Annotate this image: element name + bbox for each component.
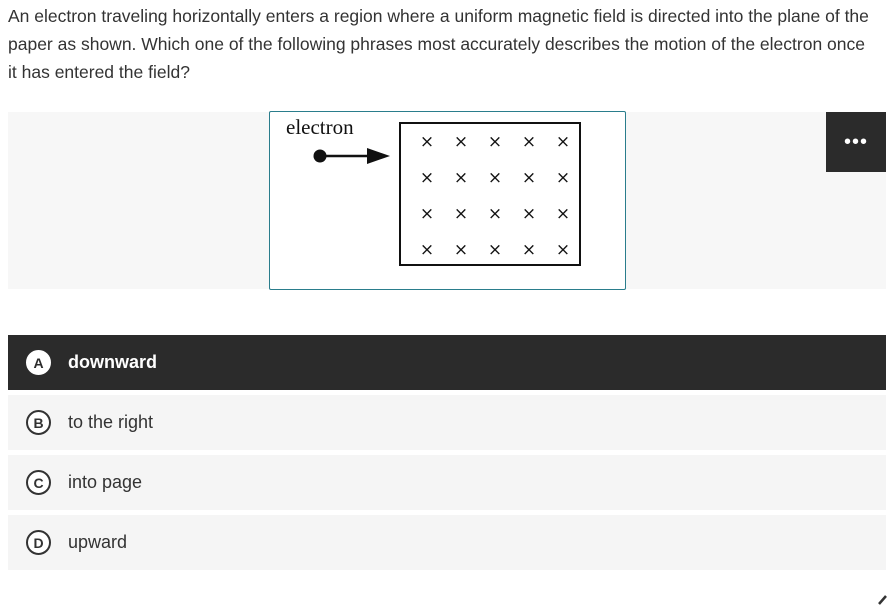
- more-options-button[interactable]: [826, 112, 886, 172]
- field-cross-mark: ×: [487, 168, 503, 188]
- field-cross-mark: ×: [521, 132, 537, 152]
- magnetic-field-diagram: [270, 112, 625, 289]
- field-cross-mark: ×: [419, 204, 435, 224]
- field-cross-mark: ×: [419, 168, 435, 188]
- option-label: into page: [68, 472, 143, 492]
- option-label: upward: [68, 532, 128, 552]
- option-letter-badge: A: [26, 350, 51, 375]
- field-cross-mark: ×: [453, 132, 469, 152]
- field-cross-mark: ×: [521, 240, 537, 260]
- field-cross-mark: ×: [419, 240, 435, 260]
- field-cross-mark: ×: [555, 132, 571, 152]
- field-cross-mark: ×: [487, 204, 503, 224]
- field-cross-mark: ×: [555, 204, 571, 224]
- field-marks: [420, 132, 570, 260]
- field-cross-mark: ×: [453, 168, 469, 188]
- field-cross-mark: ×: [521, 204, 537, 224]
- option-a[interactable]: [8, 335, 886, 390]
- electron-dot: [314, 150, 327, 163]
- option-label: to the right: [68, 412, 154, 432]
- option-letter-badge: C: [26, 470, 51, 495]
- field-cross-mark: ×: [453, 240, 469, 260]
- electron-label: electron: [286, 115, 354, 139]
- question-text: An electron traveling horizontally enters a region where a uniform magnetic field is directed into the plane of the paper as shown. Which one of the following phrases most accurately describes the motion of the electron once it has entered the field?: [8, 6, 869, 82]
- electron-arrow-head: [367, 148, 390, 164]
- field-cross-mark: ×: [555, 168, 571, 188]
- option-letter-badge: D: [26, 530, 51, 555]
- option-label: downward: [68, 352, 157, 372]
- field-cross-mark: ×: [521, 168, 537, 188]
- chevron-up-icon[interactable]: [876, 590, 888, 605]
- field-cross-mark: ×: [487, 240, 503, 260]
- figure-frame: [269, 111, 626, 290]
- option-b[interactable]: [8, 395, 886, 450]
- field-cross-mark: ×: [453, 204, 469, 224]
- option-c[interactable]: [8, 455, 886, 510]
- option-letter-badge: B: [26, 410, 51, 435]
- ellipsis-icon: •••: [843, 130, 868, 153]
- option-d[interactable]: [8, 515, 886, 570]
- field-cross-mark: ×: [487, 132, 503, 152]
- field-cross-mark: ×: [555, 240, 571, 260]
- field-cross-mark: ×: [419, 132, 435, 152]
